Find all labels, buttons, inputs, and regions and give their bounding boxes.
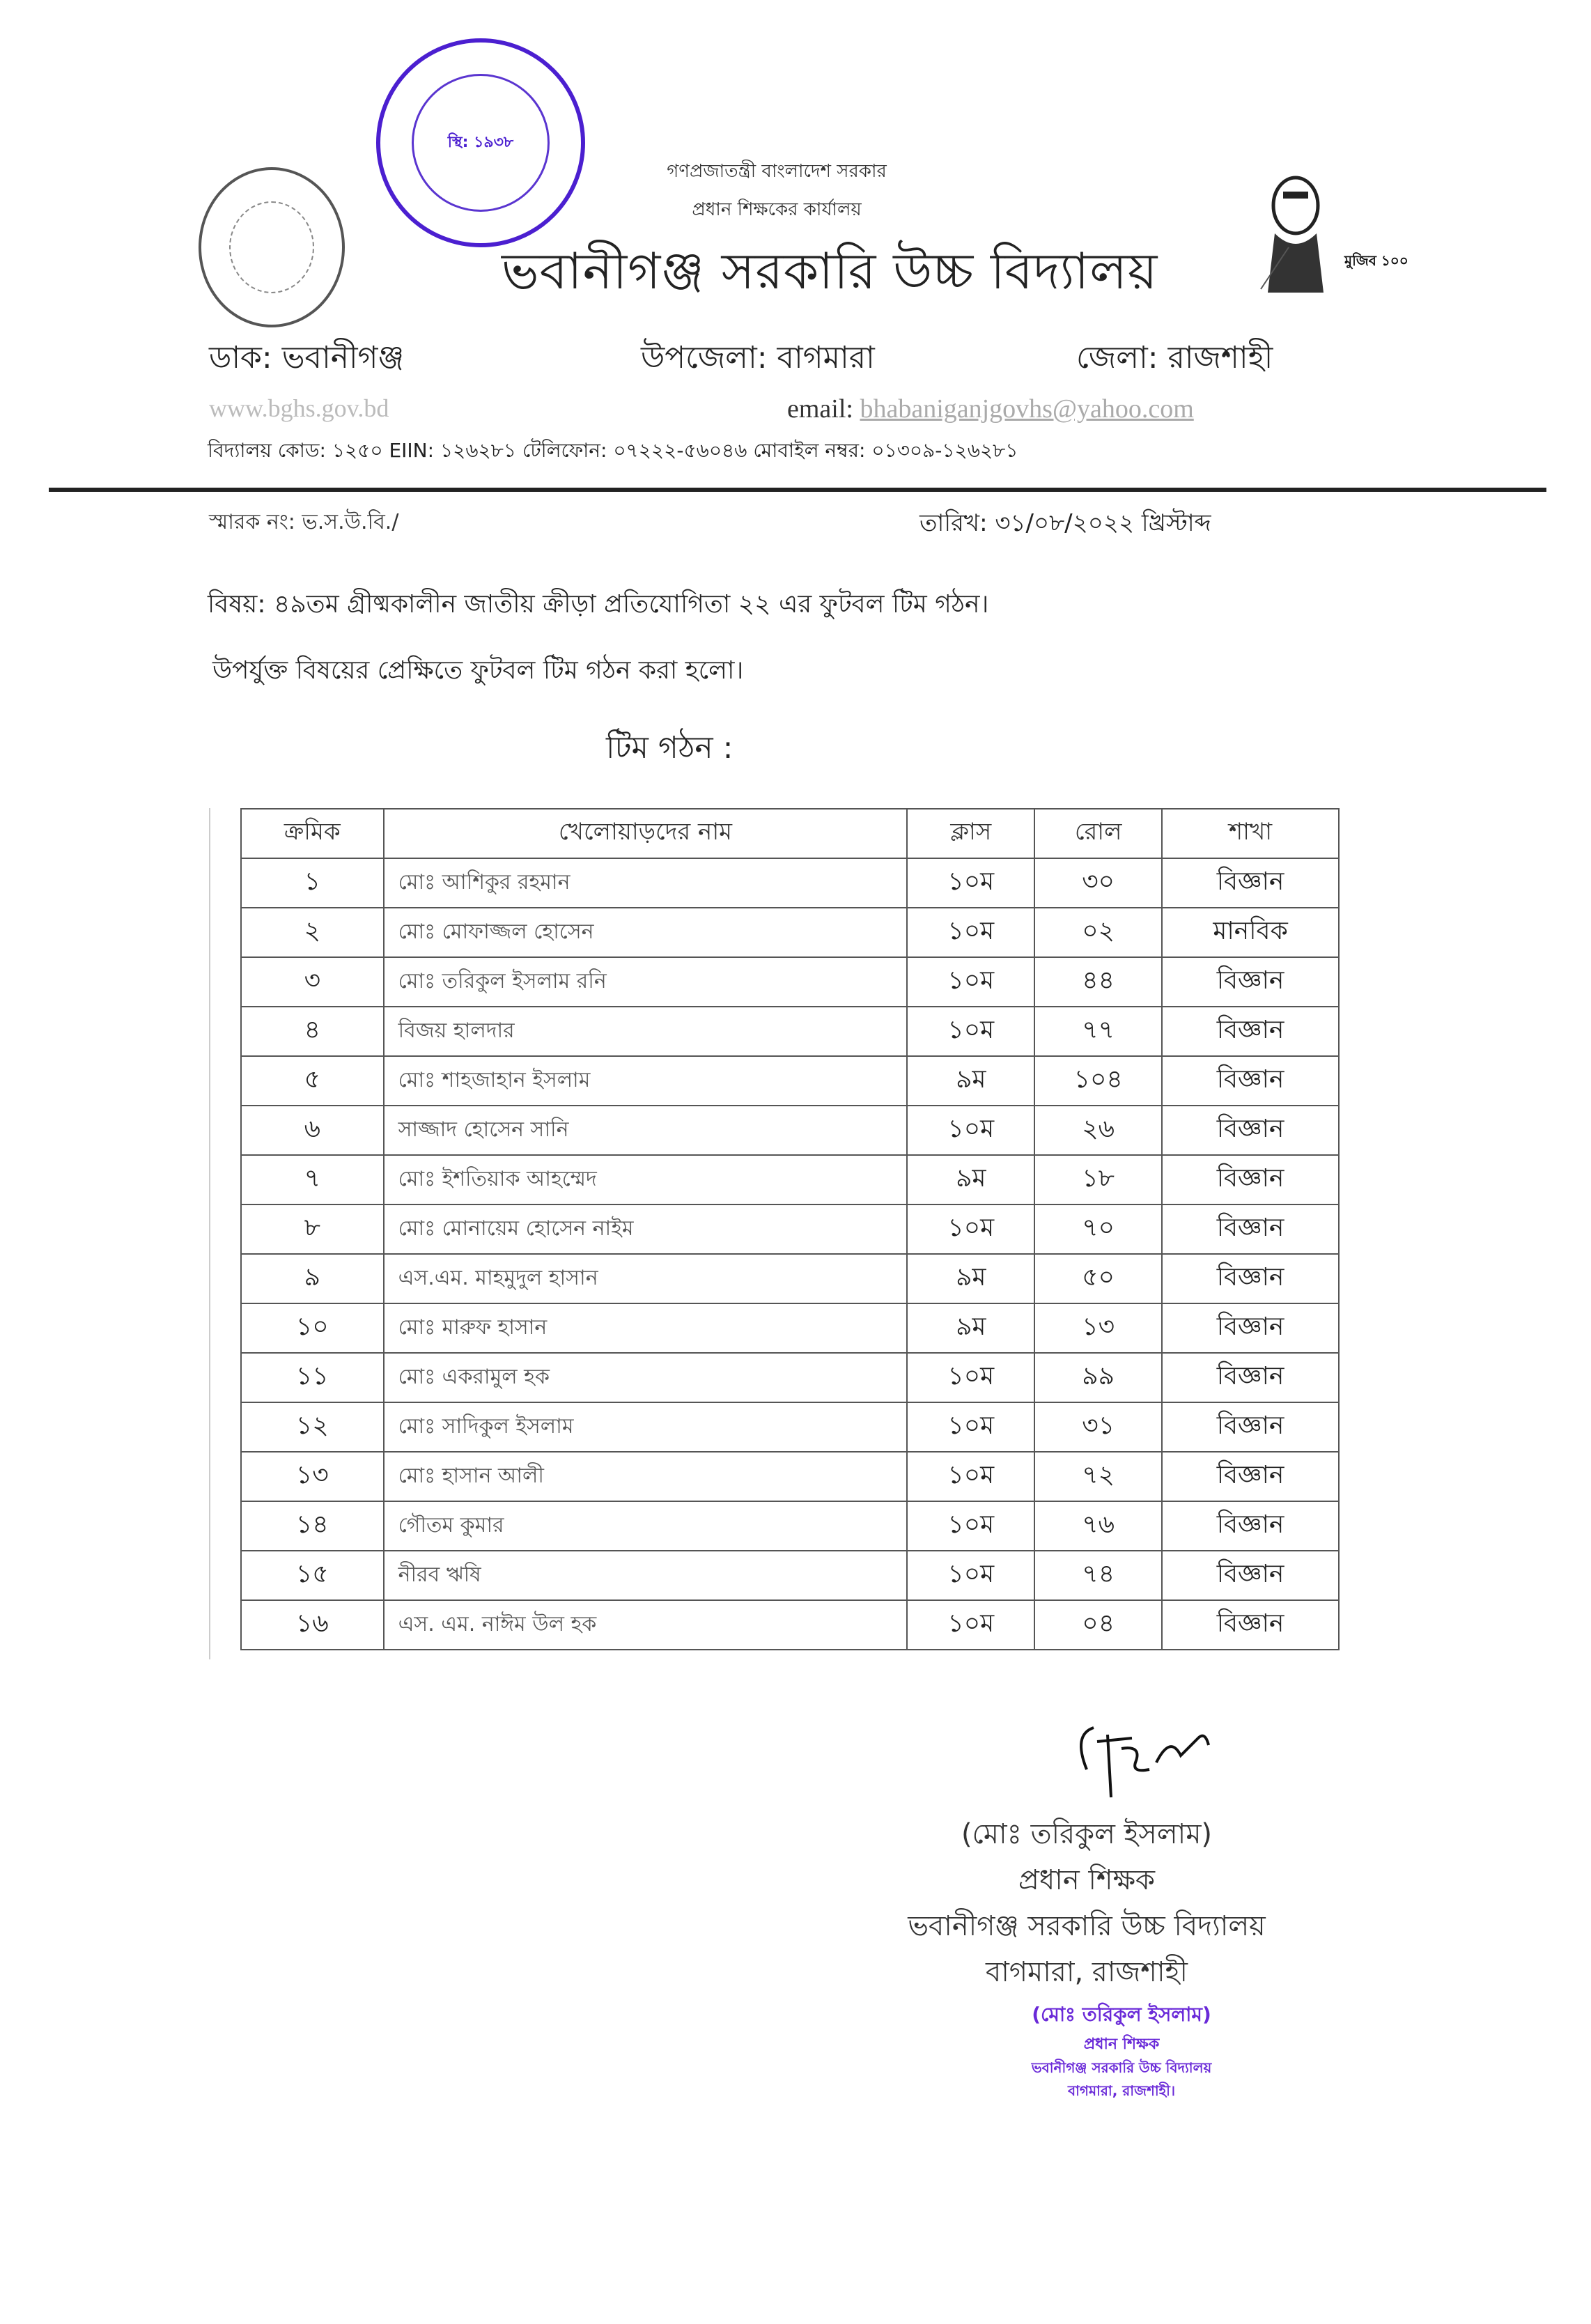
team-section-title: টিম গঠন : xyxy=(606,730,734,766)
memo-subject: বিষয়: ৪৯তম গ্রীষ্মকালীন জাতীয় ক্রীড়া প্রতিযোগিতা ২২ এর ফুটবল টিম গঠন। xyxy=(208,590,989,619)
school-seal-stamp xyxy=(376,38,585,247)
table-row xyxy=(241,957,1339,1007)
serial-cell: ১০ xyxy=(241,1303,384,1353)
signatory-location: বাগমারা, রাজশাহী xyxy=(985,1956,1188,1988)
seal-establishment-code: স্থি: ১৯৩৮ xyxy=(447,133,514,151)
roll-cell: ০৪ xyxy=(1034,1600,1162,1650)
class-cell: ১০ম xyxy=(907,1106,1034,1155)
class-cell: ১০ম xyxy=(907,1007,1034,1056)
section-cell: বিজ্ঞান xyxy=(1162,1402,1339,1452)
table-row xyxy=(241,1204,1339,1254)
player-name-cell: নীরব ঋষি xyxy=(384,1551,908,1600)
table-row xyxy=(241,1056,1339,1106)
serial-cell: ১৩ xyxy=(241,1452,384,1501)
upazila: উপজেলা: বাগমারা xyxy=(641,340,875,375)
government-line: গণপ্রজাতন্ত্রী বাংলাদেশ সরকার xyxy=(667,161,887,182)
player-name-cell: মোঃ মোনায়েম হোসেন নাইম xyxy=(384,1204,908,1254)
section-cell: বিজ্ঞান xyxy=(1162,1452,1339,1501)
table-row xyxy=(241,1155,1339,1204)
roll-cell: ০২ xyxy=(1034,908,1162,957)
roll-cell: ২৬ xyxy=(1034,1106,1162,1155)
roll-cell: ১৮ xyxy=(1034,1155,1162,1204)
serial-cell: ৪ xyxy=(241,1007,384,1056)
signatory-name: (মোঃ তরিকুল ইসলাম) xyxy=(961,1818,1213,1850)
table-row xyxy=(241,1402,1339,1452)
handwritten-signature xyxy=(1066,1707,1247,1804)
col-roll: রোল xyxy=(1034,809,1162,858)
table-row xyxy=(241,858,1339,908)
roll-cell: ৩০ xyxy=(1034,858,1162,908)
roll-cell: ১০৪ xyxy=(1034,1056,1162,1106)
signatory-school: ভবানীগঞ্জ সরকারি উচ্চ বিদ্যালয় xyxy=(908,1910,1266,1942)
player-name-cell: মোঃ আশিকুর রহমান xyxy=(384,858,908,908)
col-player-name: খেলোয়াড়দের নাম xyxy=(384,809,908,858)
table-row xyxy=(241,1106,1339,1155)
office-line: প্রধান শিক্ষকের কার্যালয় xyxy=(692,199,862,220)
serial-cell: ১৬ xyxy=(241,1600,384,1650)
player-name-cell: মোঃ মোফাজ্জল হোসেন xyxy=(384,908,908,957)
serial-cell: ৯ xyxy=(241,1254,384,1303)
serial-cell: ৬ xyxy=(241,1106,384,1155)
emblem-inner-ring xyxy=(229,201,314,293)
seal-location: বাগমারা, রাজশাহী। xyxy=(1067,2082,1175,2099)
roll-cell: ৭৭ xyxy=(1034,1007,1162,1056)
table-row xyxy=(241,1551,1339,1600)
player-name-cell: এস. এম. নাঈম উল হক xyxy=(384,1600,908,1650)
serial-cell: ৮ xyxy=(241,1204,384,1254)
class-cell: ১০ম xyxy=(907,957,1034,1007)
roll-cell: ১৩ xyxy=(1034,1303,1162,1353)
email-label: email: xyxy=(787,394,853,424)
col-serial: ক্রমিক xyxy=(241,809,384,858)
table-row xyxy=(241,1452,1339,1501)
class-cell: ১০ম xyxy=(907,1551,1034,1600)
player-name-cell: বিজয় হালদার xyxy=(384,1007,908,1056)
table-row xyxy=(241,1353,1339,1402)
section-cell: বিজ্ঞান xyxy=(1162,1007,1339,1056)
seal-inner-ring xyxy=(412,74,550,212)
roll-cell: ৪৪ xyxy=(1034,957,1162,1007)
memo-date: তারিখ: ৩১/০৮/২০২২ খ্রিস্টাব্দ xyxy=(919,509,1211,537)
serial-cell: ১১ xyxy=(241,1353,384,1402)
memo-reference: স্মারক নং: ভ.স.উ.বি./ xyxy=(209,510,399,534)
table-row xyxy=(241,908,1339,957)
class-cell: ১০ম xyxy=(907,1501,1034,1551)
class-cell: ১০ম xyxy=(907,1600,1034,1650)
player-name-cell: মোঃ তরিকুল ইসলাম রনি xyxy=(384,957,908,1007)
seal-school: ভবানীগঞ্জ সরকারি উচ্চ বিদ্যালয় xyxy=(1031,2059,1212,2076)
table-header-row xyxy=(241,809,1339,858)
player-name-cell: মোঃ সাদিকুল ইসলাম xyxy=(384,1402,908,1452)
serial-cell: ১৫ xyxy=(241,1551,384,1600)
table-row xyxy=(241,1007,1339,1056)
section-cell: বিজ্ঞান xyxy=(1162,1551,1339,1600)
memo-intro: উপর্যুক্ত বিষয়ের প্রেক্ষিতে ফুটবল টিম গঠন করা হলো। xyxy=(212,656,744,685)
roll-cell: ৯৯ xyxy=(1034,1353,1162,1402)
email-link[interactable]: bhabaniganjgovhs@yahoo.com xyxy=(860,394,1194,424)
col-class: ক্লাস xyxy=(907,809,1034,858)
player-name-cell: এস.এম. মাহমুদুল হাসান xyxy=(384,1254,908,1303)
class-cell: ১০ম xyxy=(907,1452,1034,1501)
portrait-icon xyxy=(1247,171,1337,296)
roll-cell: ৭৬ xyxy=(1034,1501,1162,1551)
name-seal-stamp xyxy=(947,1999,1296,2104)
seal-designation: প্রধান শিক্ষক xyxy=(1083,2036,1160,2053)
section-cell: বিজ্ঞান xyxy=(1162,1106,1339,1155)
col-section: শাখা xyxy=(1162,809,1339,858)
section-cell: বিজ্ঞান xyxy=(1162,1254,1339,1303)
table-outer-border xyxy=(209,808,210,1659)
district: জেলা: রাজশাহী xyxy=(1076,340,1273,375)
section-cell: বিজ্ঞান xyxy=(1162,1204,1339,1254)
section-cell: বিজ্ঞান xyxy=(1162,1155,1339,1204)
school-name-title: ভবানীগঞ্জ সরকারি উচ্চ বিদ্যালয় xyxy=(502,242,1158,300)
serial-cell: ২ xyxy=(241,908,384,957)
section-cell: বিজ্ঞান xyxy=(1162,1056,1339,1106)
table-row xyxy=(241,1254,1339,1303)
roll-cell: ৩১ xyxy=(1034,1402,1162,1452)
serial-cell: ১৪ xyxy=(241,1501,384,1551)
signature-block xyxy=(843,1811,1330,1995)
class-cell: ৯ম xyxy=(907,1155,1034,1204)
table-body xyxy=(241,858,1339,1650)
class-cell: ১০ম xyxy=(907,908,1034,957)
email-line xyxy=(787,394,1194,424)
player-name-cell: মোঃ ইশতিয়াক আহম্মেদ xyxy=(384,1155,908,1204)
class-cell: ১০ম xyxy=(907,1353,1034,1402)
roll-cell: ৭৪ xyxy=(1034,1551,1162,1600)
seal-name: (মোঃ তরিকুল ইসলাম) xyxy=(1032,2003,1211,2026)
serial-cell: ১ xyxy=(241,858,384,908)
class-cell: ৯ম xyxy=(907,1303,1034,1353)
roll-cell: ৫০ xyxy=(1034,1254,1162,1303)
mujib-100-logo: মুজিব ১০০ xyxy=(1344,252,1408,269)
player-name-cell: সাজ্জাদ হোসেন সানি xyxy=(384,1106,908,1155)
header-divider xyxy=(49,488,1546,492)
team-table xyxy=(240,808,1340,1650)
post-office: ডাক: ভবানীগঞ্জ xyxy=(209,340,405,375)
section-cell: বিজ্ঞান xyxy=(1162,1600,1339,1650)
contact-info: বিদ্যালয় কোড: ১২৫০ EIIN: ১২৬২৮১ টেলিফোন: ০৭২২২-৫৬০৪৬ মোবাইল নম্বর: ০১৩০৯-১২৬২৮১ xyxy=(208,439,1018,462)
player-name-cell: মোঃ হাসান আলী xyxy=(384,1452,908,1501)
section-cell: বিজ্ঞান xyxy=(1162,1303,1339,1353)
class-cell: ১০ম xyxy=(907,1402,1034,1452)
serial-cell: ৭ xyxy=(241,1155,384,1204)
roll-cell: ৭২ xyxy=(1034,1452,1162,1501)
class-cell: ৯ম xyxy=(907,1254,1034,1303)
section-cell: বিজ্ঞান xyxy=(1162,858,1339,908)
section-cell: বিজ্ঞান xyxy=(1162,1353,1339,1402)
serial-cell: ১২ xyxy=(241,1402,384,1452)
player-name-cell: মোঃ শাহজাহান ইসলাম xyxy=(384,1056,908,1106)
section-cell: বিজ্ঞান xyxy=(1162,1501,1339,1551)
roll-cell: ৭০ xyxy=(1034,1204,1162,1254)
website-link[interactable]: www.bghs.gov.bd xyxy=(209,394,389,422)
player-name-cell: মোঃ একরামুল হক xyxy=(384,1353,908,1402)
section-cell: বিজ্ঞান xyxy=(1162,957,1339,1007)
class-cell: ৯ম xyxy=(907,1056,1034,1106)
table-row xyxy=(241,1303,1339,1353)
class-cell: ১০ম xyxy=(907,1204,1034,1254)
serial-cell: ৩ xyxy=(241,957,384,1007)
section-cell: মানবিক xyxy=(1162,908,1339,957)
class-cell: ১০ম xyxy=(907,858,1034,908)
table-row xyxy=(241,1501,1339,1551)
school-logo-emblem xyxy=(199,167,345,327)
player-name-cell: মোঃ মারুফ হাসান xyxy=(384,1303,908,1353)
signatory-designation: প্রধান শিক্ষক xyxy=(1018,1864,1155,1896)
player-name-cell: গৌতম কুমার xyxy=(384,1501,908,1551)
table-row xyxy=(241,1600,1339,1650)
serial-cell: ৫ xyxy=(241,1056,384,1106)
